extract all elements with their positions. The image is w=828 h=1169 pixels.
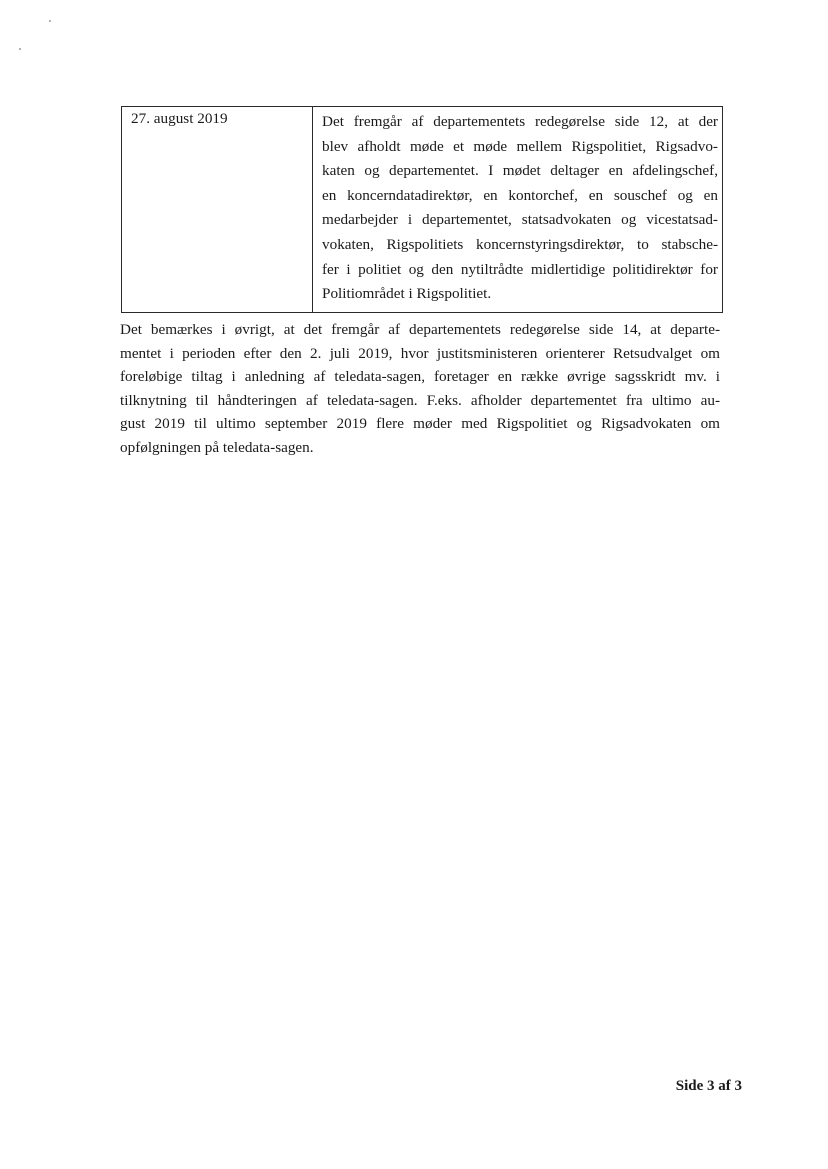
scan-speck [19,48,21,50]
text-line: Det fremgår af departementets redegørelse side 12, at der [322,113,718,130]
footer-middle: af [718,1078,731,1094]
footer-prefix: Side [675,1078,704,1094]
text-line: medarbejder i departementet, statsadvokaten og vicestatsad- [322,211,718,229]
paragraph-line: mentet i perioden efter den 2. juli 2019, hvor justitsministeren orienterer Retsudvalget om [120,344,720,362]
timeline-table [121,106,723,313]
paragraph-line: opfølgningen på teledata-sagen. [120,438,314,456]
page-number-footer [640,1078,742,1095]
description-cell [313,107,723,313]
text-line: blev afholdt møde et møde mellem Rigspolitiet, Rigsadvo- [322,137,718,155]
text-line: Politiområdet i Rigspolitiet. [322,285,492,303]
paragraph-line: gust 2019 til ultimo september 2019 flere møder med Rigspolitiet og Rigsadvokaten om [120,415,720,433]
text-line: en koncerndatadirektør, en kontorchef, en souschef og en [322,186,718,204]
paragraph-line: tilknytning til håndteringen af teledata-sagen. F.eks. afholder departementet fra ultimo au- [120,391,720,409]
scan-speck [49,20,51,22]
current-page-number: 3 [707,1078,715,1094]
total-page-count: 3 [734,1078,742,1094]
paragraph-line: Det bemærkes i øvrigt, at det fremgår af departementets redegørelse side 14, at departe- [120,321,720,338]
text-line: fer i politiet og den nytiltrådte midlertidige politidirektør for [322,260,718,278]
body-paragraph [120,318,720,460]
paragraph-line: foreløbige tiltag i anledning af teledata-sagen, foretager en række øvrige sagsskridt mv. i [120,368,720,386]
date-cell: 27. august 2019 [122,107,313,313]
text-line: vokaten, Rigspolitiets koncernstyringsdirektør, to stabsche- [322,235,718,253]
table-row [122,107,723,313]
text-line: katen og departementet. I mødet deltager en afdelingschef, [322,162,718,180]
